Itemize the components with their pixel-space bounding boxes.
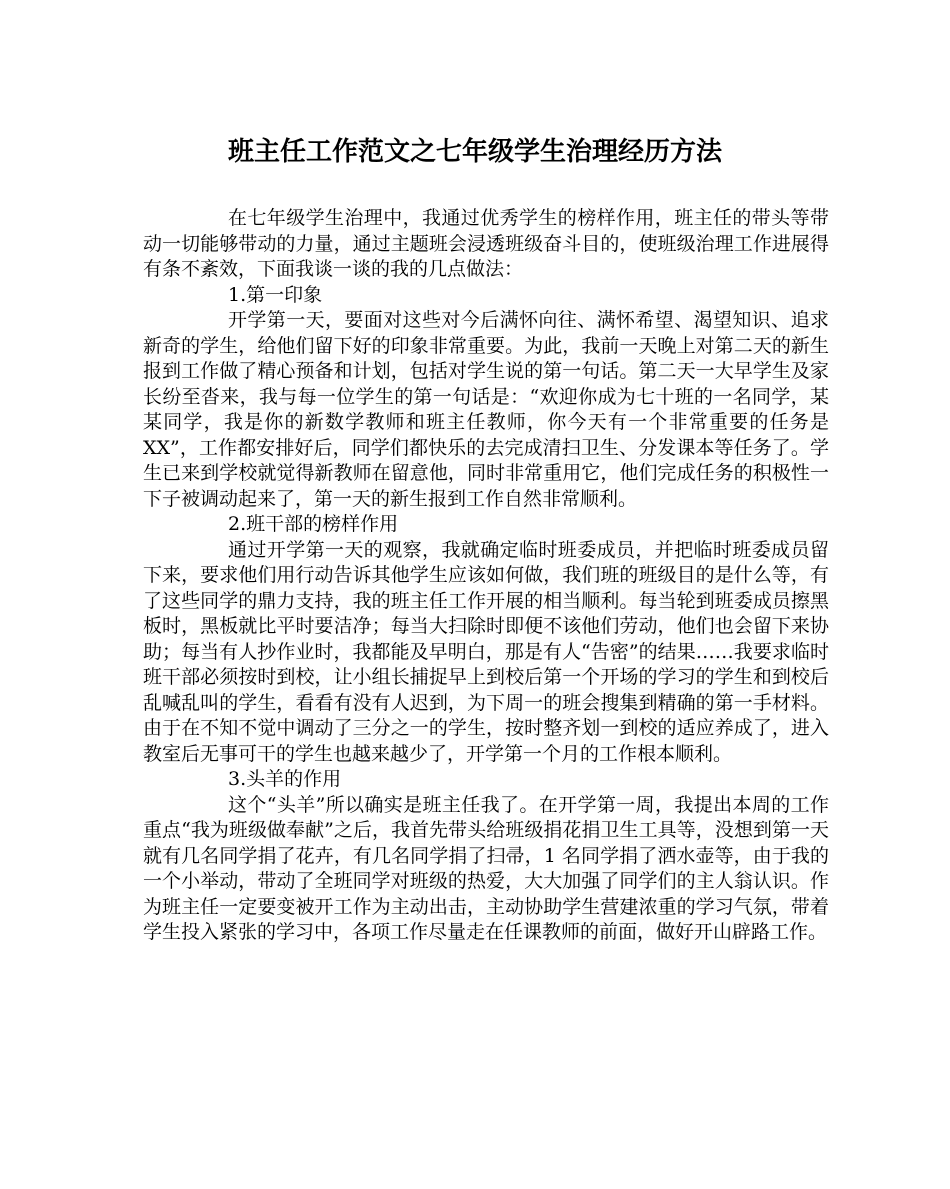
intro-paragraph: 在七年级学生治理中，我通过优秀学生的榜样作用，班主任的带头等带动一切能够带动的力量，通过主题班会浸透班级奋斗目的，使班级治理工作进展得有条不紊效，下面我谈一谈的我的几点做法： [143, 207, 829, 280]
section-heading-lead-sheep: 3.头羊的作用 [228, 768, 342, 790]
paragraph-class-leaders: 通过开学第一天的观察，我就确定临时班委成员，并把临时班委成员留下来，要求他们用行动告诉其他学生应该如何做，我们班的班级目的是什么等，有了这些同学的鼎力支持，我的班主任工作开展的相当顺利。每当轮到班委成员擦黑板时，黑板就比平时要洁净；每当大扫除时即便不该他们劳动，他们也会留下来协助；每当有人抄作业时，我都能及早明白，那是有人“告密”的结果……我要求临时班干部必须按时到校，让小组长捕捉早上到校后第一个开场的学习的学生和到校后乱喊乱叫的学生，看看有没有人迟到，为下周一的班会搜集到精确的第一手材料。由于在不知不觉中调动了三分之一的学生，按时整齐划一到校的适应养成了，进入教室后无事可干的学生也越来越少了，开学第一个月的工作根本顺利。 [143, 538, 829, 765]
section-heading-first-impression: 1.第一印象 [228, 283, 323, 306]
paragraph-lead-sheep: 这个“头羊”所以确实是班主任我了。在开学第一周，我提出本周的工作重点“我为班级做奉献”之后，我首先带头给班级捐花捐卫生工具等，没想到第一天就有几名同学捐了花卉，有几名同学捐了扫帚，1 名同学捐了洒水壶等，由于我的一个小举动，带动了全班同学对班级的热爱，大大加强了同学们的主人翁认识。作为班主任一定要变被开工作为主动出击，主动协助学生营建浓重的学习气氛，带着学生投入紧张的学习中，各项工作尽量走在任课教师的前面，做好开山辟路工作。 [143, 793, 829, 943]
document-body [143, 206, 829, 946]
paragraph-first-impression: 开学第一天，要面对这些对今后满怀向往、满怀希望、渴望知识、追求新奇的学生，给他们留下好的印象非常重要。为此，我前一天晚上对第二天的新生报到工作做了精心预备和计划，包括对学生说的第一句话。第二天一大早学生及家长纷至沓来，我与每一位学生的第一句话是：“欢迎你成为七十班的一名同学，某某同学，我是你的新数学教师和班主任教师，你今天有一个非常重要的任务是 XX”，工作都安排好后，同学们都快乐的去完成清扫卫生、分发课本等任务了。学生已来到学校就觉得新教师在留意他，同时非常重用它，他们完成任务的积极性一下子被调动起来了，第一天的新生报到工作自然非常顺利。 [143, 309, 829, 510]
page-title: 班主任工作范文之七年级学生治理经历方法 [227, 137, 722, 167]
section-heading-class-leaders: 2.班干部的榜样作用 [228, 513, 399, 535]
